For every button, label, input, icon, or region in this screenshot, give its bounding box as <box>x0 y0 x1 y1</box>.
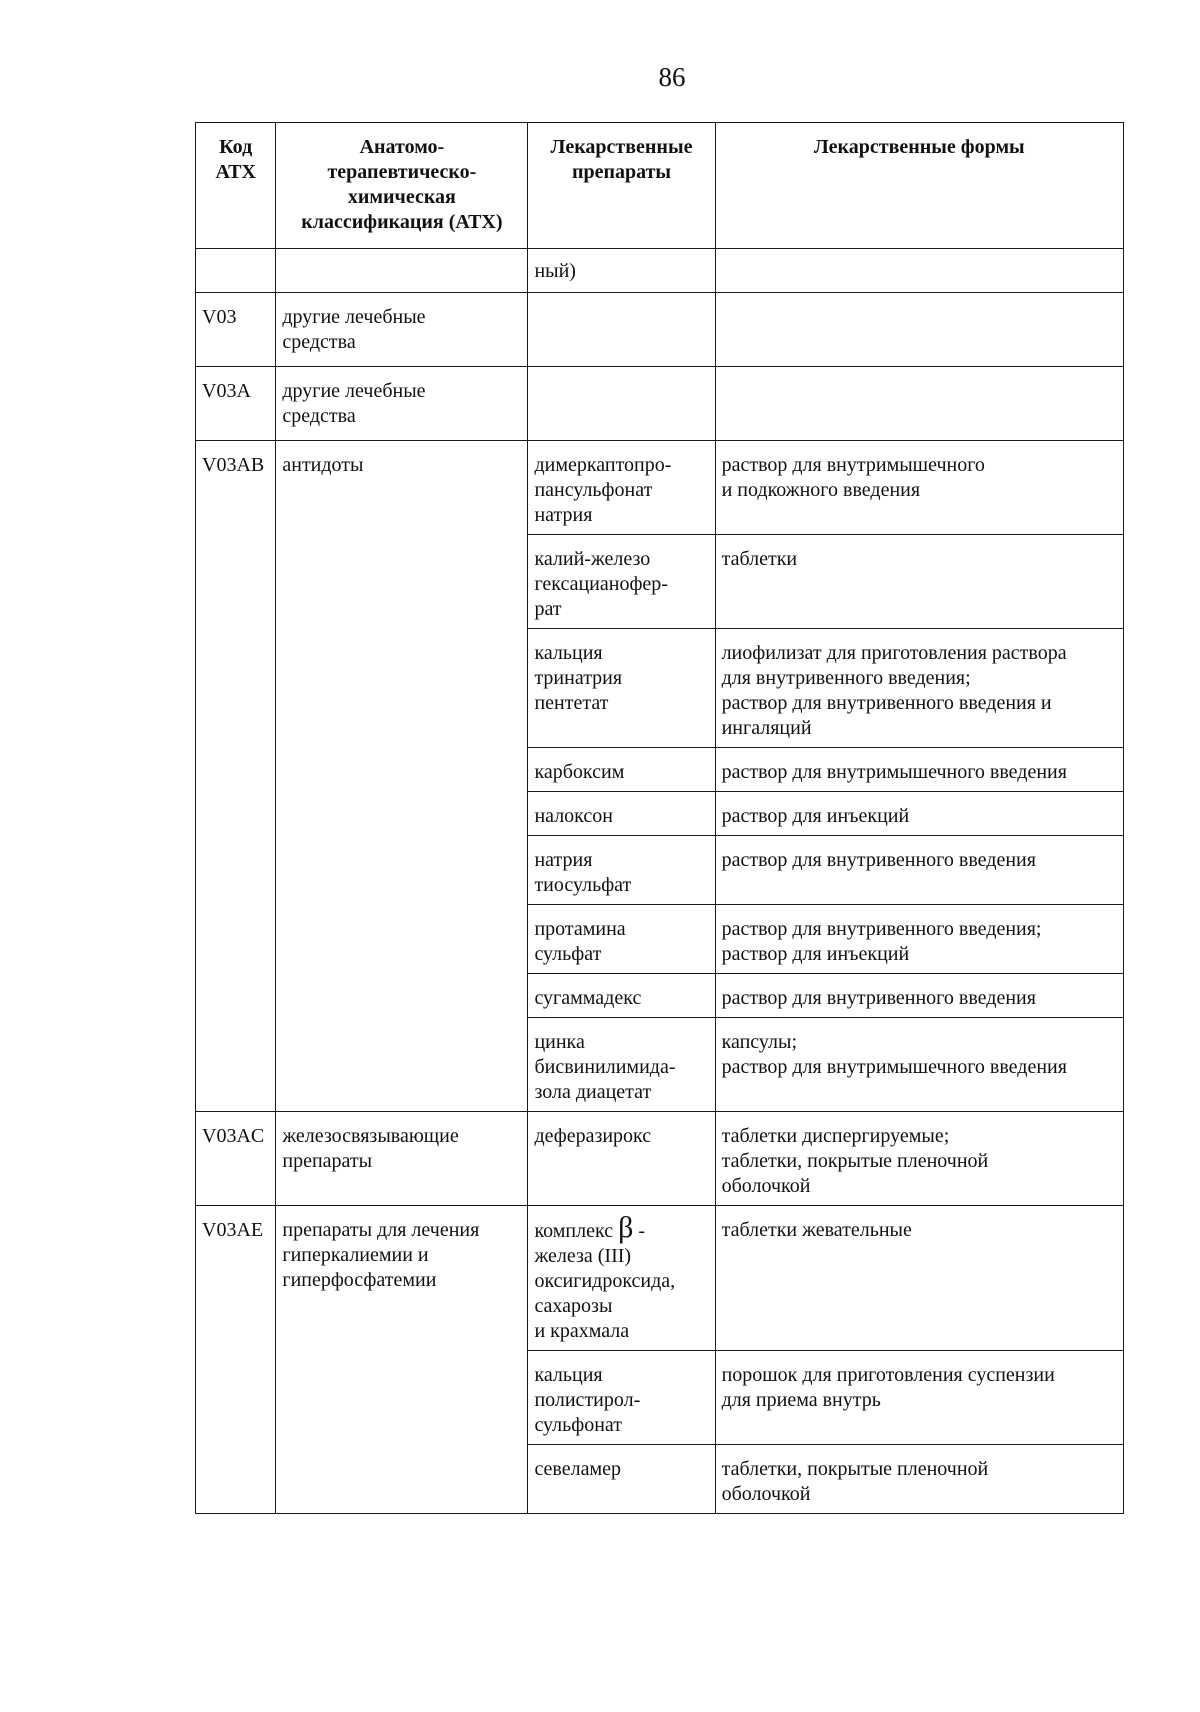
drug-form: раствор для внутримышечного введения <box>715 748 1123 792</box>
header-code: Код АТХ <box>196 123 276 249</box>
drug-form <box>715 367 1123 441</box>
drug-name: кальция полистирол- сульфонат <box>528 1351 715 1445</box>
drug-name: налоксон <box>528 792 715 836</box>
drug-name: калий-железо гексацианофер- рат <box>528 535 715 629</box>
table-row <box>196 293 1124 367</box>
drug-form: таблетки диспергируемые; таблетки, покрытые пленочной оболочкой <box>715 1112 1123 1206</box>
drug-form: раствор для инъекций <box>715 792 1123 836</box>
table-row <box>196 367 1124 441</box>
drug-form: таблетки жевательные <box>715 1206 1123 1351</box>
atx-code: V03AB <box>196 441 276 1112</box>
drug-name: кальция тринатрия пентетат <box>528 629 715 748</box>
drug-name: севеламер <box>528 1445 715 1514</box>
continuation-row <box>196 249 1124 293</box>
drug-name: натрия тиосульфат <box>528 836 715 905</box>
drug-name <box>528 1206 715 1351</box>
drug-form: лиофилизат для приготовления раствора для внутривенного введения; раствор для внутривенного введения и ингаляций <box>715 629 1123 748</box>
drug-form: раствор для внутримышечного и подкожного введения <box>715 441 1123 535</box>
drug-form: порошок для приготовления суспензии для приема внутрь <box>715 1351 1123 1445</box>
drug-form: капсулы; раствор для внутримышечного введения <box>715 1018 1123 1112</box>
drug-form: раствор для внутривенного введения <box>715 836 1123 905</box>
atx-classification: антидоты <box>276 441 528 1112</box>
drug-form: раствор для внутривенного введения <box>715 974 1123 1018</box>
drug-name: протамина сульфат <box>528 905 715 974</box>
drug-name: карбоксим <box>528 748 715 792</box>
drug-name: сугаммадекс <box>528 974 715 1018</box>
page-number: 86 <box>658 62 686 92</box>
atx-code: V03 <box>196 293 276 367</box>
continuation-drug-cell: ный) <box>528 249 715 293</box>
atx-code: V03AC <box>196 1112 276 1206</box>
header-drugs: Лекарственные препараты <box>528 123 715 249</box>
drug-name: димеркаптопро- пансульфонат натрия <box>528 441 715 535</box>
atx-classification: железосвязывающие препараты <box>276 1112 528 1206</box>
drug-form: таблетки, покрытые пленочной оболочкой <box>715 1445 1123 1514</box>
continuation-code-cell <box>196 249 276 293</box>
continuation-class-cell <box>276 249 528 293</box>
drug-name: деферазирокс <box>528 1112 715 1206</box>
table-row <box>196 441 1124 535</box>
atx-code: V03AE <box>196 1206 276 1514</box>
drug-form: раствор для внутривенного введения; раствор для инъекций <box>715 905 1123 974</box>
atx-classification: препараты для лечения гиперкалиемии и гиперфосфатемии <box>276 1206 528 1514</box>
drug-name <box>528 367 715 441</box>
drug-form <box>715 293 1123 367</box>
atx-classification: другие лечебные средства <box>276 367 528 441</box>
drug-name-rest: - железа (III) оксигидроксида, сахарозы и крахмала <box>534 1220 676 1342</box>
header-forms: Лекарственные формы <box>715 123 1123 249</box>
atx-drug-table <box>195 122 1124 1514</box>
continuation-form-cell <box>715 249 1123 293</box>
drug-name: цинка бисвинилимида- зола диацетат <box>528 1018 715 1112</box>
beta-symbol: β <box>618 1211 634 1244</box>
table-header-row <box>196 123 1124 249</box>
drug-name <box>528 293 715 367</box>
table-row <box>196 1112 1124 1206</box>
drug-form: таблетки <box>715 535 1123 629</box>
table-row <box>196 1206 1124 1351</box>
header-classification: Анатомо- терапевтическо- химическая классификация (АТХ) <box>276 123 528 249</box>
drug-name-prefix: комплекс <box>534 1220 619 1242</box>
atx-classification: другие лечебные средства <box>276 293 528 367</box>
atx-code: V03A <box>196 367 276 441</box>
